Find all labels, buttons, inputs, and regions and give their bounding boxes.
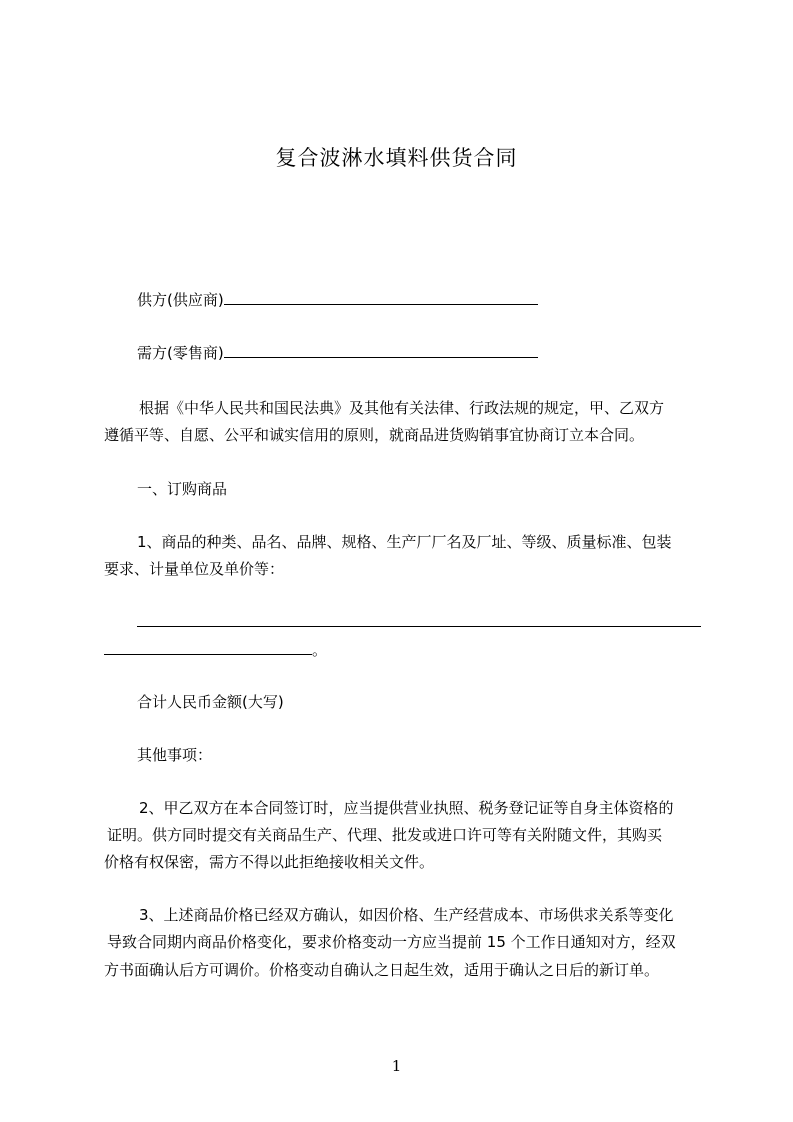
intro-line-2: 遵循平等、自愿、公平和诚实信用的原则，就商品进货购销事宜协商订立本合同。 — [104, 426, 645, 444]
item2-line-3: 价格有权保密，需方不得以此拒绝接收相关文件。 — [104, 853, 435, 871]
goods-blank-line-1 — [137, 612, 701, 632]
goods-blank-line-2 — [104, 640, 327, 660]
item1-line-2: 要求、计量单位及单价等： — [104, 560, 285, 578]
other-matters-label: 其他事项： — [137, 746, 213, 764]
page-number: 1 — [391, 1057, 402, 1075]
buyer-label: 需方(零售商) — [137, 344, 224, 362]
buyer-blank[interactable] — [224, 343, 538, 358]
document-title: 复合波淋水填料供货合同 — [275, 146, 518, 170]
supplier-label: 供方(供应商) — [137, 291, 224, 309]
item2-line-1: 2、甲乙双方在本合同签订时，应当提供营业执照、税务登记证等自身主体资格的 — [139, 799, 674, 817]
item3-line-1: 3、上述商品价格已经双方确认，如因价格、生产经营成本、市场供求关系等变化 — [139, 906, 674, 924]
intro-line-1: 根据《中华人民共和国民法典》及其他有关法律、行政法规的规定，甲、乙双方 — [139, 399, 665, 417]
item1-line-1: 1、商品的种类、品名、品牌、规格、生产厂厂名及厂址、等级、质量标准、包装 — [137, 533, 672, 551]
item3-line-2: 导致合同期内商品价格变化，要求价格变动一方应当提前 15 个工作日通知对方，经双 — [107, 933, 676, 951]
buyer-field — [137, 343, 538, 363]
supplier-field — [137, 290, 538, 310]
blank-end-mark: 。 — [312, 641, 328, 659]
total-amount-label: 合计人民币金额(大写) — [137, 693, 284, 711]
item3-line-3: 方书面确认后方可调价。价格变动自确认之日起生效，适用于确认之日后的新订单。 — [104, 961, 660, 979]
item2-line-2: 证明。供方同时提交有关商品生产、代理、批发或进口许可等有关附随文件，其购买 — [107, 826, 663, 844]
goods-blank-2[interactable] — [104, 640, 312, 655]
section-heading: 一、订购商品 — [137, 480, 228, 498]
goods-blank-1[interactable] — [137, 612, 701, 627]
supplier-blank[interactable] — [224, 290, 538, 305]
